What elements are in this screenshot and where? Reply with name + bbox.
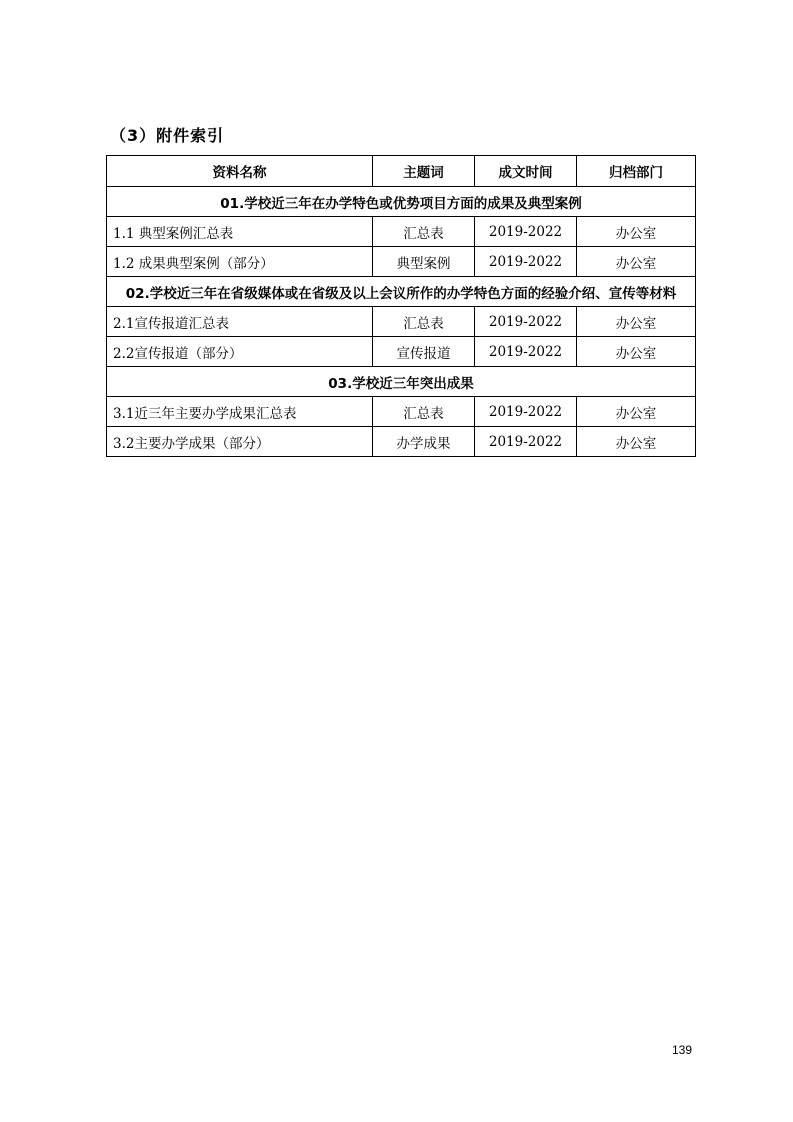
row-keyword: 办学成果 (373, 427, 475, 457)
row-dept: 办公室 (577, 337, 696, 367)
section-title: （3）附件索引 (110, 126, 225, 145)
row-dept: 办公室 (577, 427, 696, 457)
row-time: 2019-2022 (475, 247, 577, 277)
row-time: 2019-2022 (475, 337, 577, 367)
table-row (107, 337, 696, 367)
table-row (107, 247, 696, 277)
row-dept: 办公室 (577, 247, 696, 277)
group-row (107, 367, 696, 397)
header-name: 资料名称 (107, 156, 373, 187)
table-header-row (107, 156, 696, 187)
group-row (107, 187, 696, 217)
table-row (107, 217, 696, 247)
row-name: 2.1宣传报道汇总表 (107, 307, 373, 337)
header-time: 成文时间 (475, 156, 577, 187)
row-dept: 办公室 (577, 307, 696, 337)
table-row (107, 397, 696, 427)
row-name: 2.2宣传报道（部分） (107, 337, 373, 367)
header-keyword: 主题词 (373, 156, 475, 187)
row-name: 1.1 典型案例汇总表 (107, 217, 373, 247)
row-name: 3.2主要办学成果（部分） (107, 427, 373, 457)
row-keyword: 宣传报道 (373, 337, 475, 367)
row-dept: 办公室 (577, 397, 696, 427)
row-keyword: 汇总表 (373, 307, 475, 337)
row-name: 3.1近三年主要办学成果汇总表 (107, 397, 373, 427)
group-heading: 02.学校近三年在省级媒体或在省级及以上会议所作的办学特色方面的经验介绍、宣传等材料 (107, 277, 696, 307)
group-heading: 01.学校近三年在办学特色或优势项目方面的成果及典型案例 (107, 187, 696, 217)
row-keyword: 汇总表 (373, 217, 475, 247)
row-time: 2019-2022 (475, 427, 577, 457)
row-keyword: 典型案例 (373, 247, 475, 277)
row-time: 2019-2022 (475, 307, 577, 337)
attachment-index-table (106, 155, 696, 457)
row-name: 1.2 成果典型案例（部分） (107, 247, 373, 277)
group-heading: 03.学校近三年突出成果 (107, 367, 696, 397)
page-number: 139 (672, 1043, 693, 1057)
row-dept: 办公室 (577, 217, 696, 247)
row-time: 2019-2022 (475, 397, 577, 427)
row-time: 2019-2022 (475, 217, 577, 247)
table-row (107, 307, 696, 337)
row-keyword: 汇总表 (373, 397, 475, 427)
header-dept: 归档部门 (577, 156, 696, 187)
group-row (107, 277, 696, 307)
table-row (107, 427, 696, 457)
